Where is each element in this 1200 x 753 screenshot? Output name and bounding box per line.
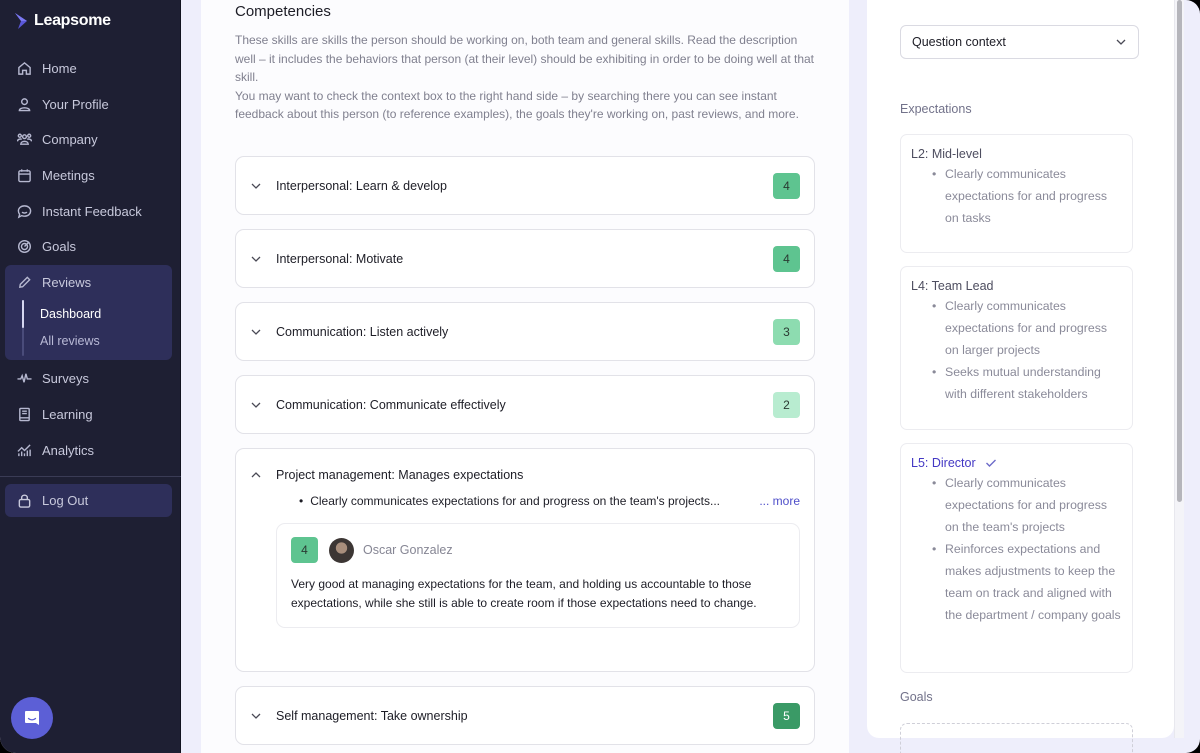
competency-card-expanded [235,448,815,672]
sidebar-subitem-all-reviews[interactable]: All reviews [40,333,100,348]
sidebar-item-label: Goals [42,239,76,255]
question-context-select[interactable] [900,25,1139,59]
competency-header[interactable] [236,157,814,214]
calendar-icon [17,168,32,183]
review-entry [276,523,800,628]
description-paragraph-2: You may want to check the context box to the right hand side – by searching there you can see instant feedback about this person (to reference examples), the goals they're working on, past reviews, and more. [235,88,799,122]
level-title: L5: Director [911,456,976,470]
level-bullet: • Reinforces expectations and makes adjustments to keep the team on track and aligned with the department / company goals [911,538,1122,626]
sidebar-divider [0,476,181,477]
sidebar-item-label: Meetings [42,168,95,184]
competency-title: Communication: Communicate effectively [276,397,506,412]
sidebar-item-label: Your Profile [42,96,109,112]
sidebar-item-label: Company [42,132,98,148]
goals-heading: Goals [900,690,933,704]
logout-button[interactable] [5,484,172,517]
book-icon [17,407,32,422]
competency-header[interactable] [236,376,814,433]
level-bullet: • Clearly communicates expectations for and progress on larger projects [911,295,1122,361]
checkmark-icon [985,457,997,469]
page-title: Competencies [235,3,331,20]
user-icon [17,97,32,112]
sidebar-nav [0,51,181,517]
pulse-icon [17,371,32,386]
chevron-down-icon [250,180,262,192]
main-content [201,0,849,753]
avatar [329,538,354,563]
review-comment: Very good at managing expectations for the team, and holding us accountable to those expectations, while she still is able to create room if those expectations need to change. [291,577,757,610]
reviewer-name: Oscar Gonzalez [363,543,453,557]
bullet: • [299,494,304,508]
sidebar-item-company[interactable] [0,122,181,158]
app-name: Leapsome [34,12,111,29]
context-panel [867,0,1174,738]
chevron-down-icon [250,399,262,411]
sidebar-item-analytics[interactable] [0,432,181,468]
chevron-down-icon [250,710,262,722]
expectation-card-l4 [900,266,1133,430]
competency-card [235,302,815,361]
more-link[interactable]: ... more [759,494,800,508]
sidebar-item-goals[interactable] [0,229,181,265]
expectation-card-l2 [900,134,1133,253]
competency-bullet-text: Clearly communicates expectations for and progress on the team's projects... [310,494,721,508]
sidebar-item-instant-feedback[interactable] [0,193,181,229]
competency-body [236,494,814,654]
competency-description [276,494,800,508]
competency-card [235,229,815,288]
competency-header[interactable] [236,687,814,744]
sidebar-item-meetings[interactable] [0,158,181,194]
sidebar [0,0,181,753]
level-bullets [911,472,1122,626]
level-title: L4: Team Lead [911,279,994,293]
sidebar-item-reviews[interactable] [5,265,172,301]
scrollbar-thumb[interactable] [1177,0,1182,502]
score-badge: 5 [773,703,800,729]
score-badge: 4 [773,246,800,272]
sidebar-item-label: Reviews [42,274,92,290]
competency-header[interactable] [236,230,814,287]
level-title-current [911,456,1122,470]
level-bullets [911,163,1122,229]
score-badge: 3 [773,319,800,345]
chat-bubble-icon [17,204,32,219]
level-bullet: • Clearly communicates expectations for and progress on the team's projects [911,472,1122,538]
expectation-card-l5-current [900,443,1133,673]
description-paragraph-1: These skills are skills the person should be working on, both team and general skills. Read the description well – it includes the behaviors that person (at their level) should be exhibiting in order to be doing well at that skill. [235,33,815,85]
sidebar-group-reviews [5,265,172,361]
expectations-heading: Expectations [900,102,972,116]
chevron-down-icon [1115,36,1127,48]
score-badge: 2 [773,392,800,418]
sidebar-item-label: Analytics [42,442,95,458]
chevron-down-icon [250,326,262,338]
competency-card [235,156,815,215]
sidebar-item-label: Learning [42,407,93,423]
competency-header[interactable] [236,303,814,360]
home-icon [17,61,32,76]
competency-header[interactable] [236,449,814,500]
goals-placeholder [900,723,1133,753]
logo[interactable] [14,12,111,30]
chevron-up-icon [250,469,262,481]
sidebar-item-learning[interactable] [0,397,181,433]
competency-title: Interpersonal: Learn & develop [276,178,447,193]
score-badge: 4 [773,173,800,199]
sidebar-subitem-dashboard[interactable]: Dashboard [40,306,102,321]
users-icon [17,132,32,147]
sidebar-item-your-profile[interactable] [0,87,181,123]
chart-icon [17,443,32,458]
competencies-description [235,31,815,124]
level-bullet: • Clearly communicates expectations for and progress on tasks [911,163,1122,229]
level-bullets [911,295,1122,405]
competency-card [235,686,815,745]
competency-title: Self management: Take ownership [276,708,468,723]
pencil-icon [17,275,32,290]
review-header [291,537,785,563]
select-value: Question context [912,35,1006,49]
logout-label: Log Out [42,492,89,508]
competency-title: Interpersonal: Motivate [276,251,404,266]
sidebar-item-surveys[interactable] [0,361,181,397]
level-bullet: • Seeks mutual understanding with different stakeholders [911,361,1122,405]
sidebar-item-label: Surveys [42,371,89,387]
sidebar-item-home[interactable] [0,51,181,87]
intercom-chat-button[interactable] [11,697,53,739]
intercom-chat-icon [23,709,41,727]
review-score-badge: 4 [291,537,318,563]
level-title: L2: Mid-level [911,147,982,161]
sidebar-item-label: Instant Feedback [42,203,142,219]
sidebar-item-label: Home [42,61,77,77]
competency-title: Communication: Listen actively [276,324,449,339]
reviews-submenu [22,300,172,354]
competency-title: Project management: Manages expectations [276,467,524,482]
target-icon [17,239,32,254]
chevron-down-icon [250,253,262,265]
leapsome-logo-icon [14,12,30,30]
competency-card [235,375,815,434]
lock-icon [17,493,32,508]
